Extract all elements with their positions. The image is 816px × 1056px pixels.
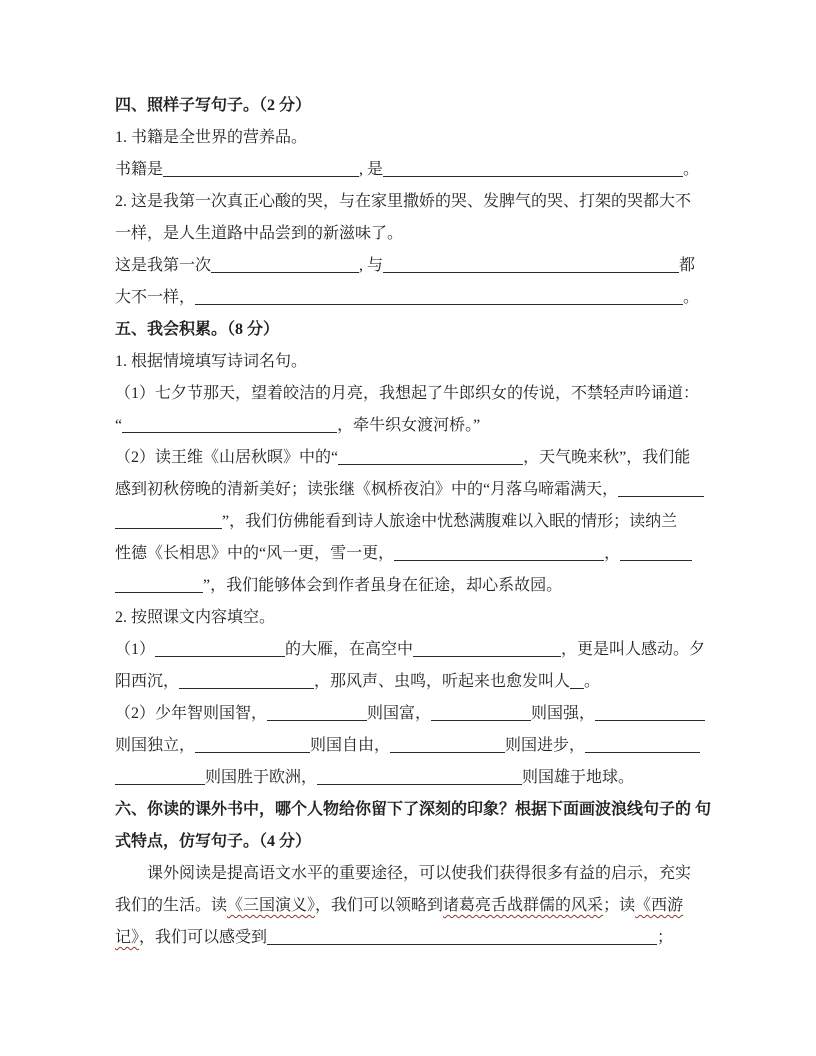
fill-in-blank [195,739,310,753]
fill-in-blank [618,483,704,497]
fill-in-blank [115,515,222,529]
text-segment: 则国自由， [310,737,391,754]
question-line [115,634,707,666]
text-segment: 1. 根据情境填写诗词名句。 [115,353,308,370]
text-segment: 则国独立， [115,737,196,754]
text-segment: 感到初秋傍晚的清新美好；读张继《枫桥夜泊》中的“月落乌啼霜满天， [115,481,619,498]
text-segment: ； [657,929,674,946]
question-line [115,346,707,378]
question-line [115,442,707,474]
question-line [115,602,707,634]
text-segment: 性德《长相思》中的“风一更，雪一更， [115,545,395,562]
text-segment: 2. 按照课文内容填空。 [115,609,276,626]
text-segment: ，那风声、虫鸣，听起来也愈发叫人 [314,673,571,690]
text-segment: 。 [683,161,700,178]
wavy-underlined-text: 《三国演义》 [227,897,316,914]
text-segment: 课外阅读是提高语文水平的重要途径，可以使我们获得很多有益的启示，充实 [147,865,692,882]
text-segment: （1）七夕节那天，望着皎洁的月亮，我想起了牛郎织女的传说，不禁轻声吟诵道： [115,385,700,402]
text-segment: , 与 [359,257,384,274]
question-line [115,666,707,698]
question-line [115,538,707,570]
fill-in-blank [595,707,705,721]
fill-in-blank [267,707,367,721]
fill-in-blank [383,163,683,177]
text-segment: ”，我们能够体会到作者虽身在征途，却心系故园。 [203,577,563,594]
text-segment: ，牵牛织女渡河桥。” [337,417,481,434]
text-segment: （1） [115,641,156,658]
section-heading [115,826,707,858]
text-segment: ，天气晚来秋”，我们能 [523,449,691,466]
wavy-underlined-text: 《西游 [635,897,684,914]
fill-in-blank [431,707,531,721]
text-segment: ；读 [603,897,636,914]
fill-in-blank [115,579,203,593]
document-body [115,90,712,954]
question-line [115,922,707,954]
text-segment: ，更是叫人感动。夕 [561,641,706,658]
text-segment: 则国富， [367,705,432,722]
text-segment: 。 [584,673,601,690]
section-heading [115,90,707,122]
fill-in-blank [570,675,584,689]
text-segment: 阳西沉， [115,673,180,690]
fill-in-blank [267,931,657,945]
text-segment: ， [604,545,621,562]
text-segment: 大不一样， [115,289,196,306]
text-segment: 六、你读的课外书中，哪个人物给你留下了深刻的印象？根据下面画波浪线句子的 句 [115,801,712,818]
question-line [115,410,707,442]
text-segment: （2）读王维《山居秋暝》中的“ [115,449,339,466]
text-segment: ”，我们仿佛能看到诗人旅途中忧愁满腹难以入眠的情形；读纳兰 [222,513,678,530]
fill-in-blank [394,547,604,561]
text-segment: 我们的生活。读 [115,897,228,914]
text-segment: 四、照样子写句子。（2 分） [115,97,312,114]
text-segment: 则国胜于欧洲， [205,769,318,786]
question-line [115,378,707,410]
text-segment: 2. 这是我第一次真正心酸的哭，与在家里撒娇的哭、发脾气的哭、打架的哭都大不 [115,193,692,210]
fill-in-blank [383,259,679,273]
section-heading [115,794,712,826]
text-segment: “ [115,417,123,434]
wavy-underlined-text: 记》 [115,929,140,946]
text-segment: 则国进步， [505,737,586,754]
text-segment: （2）少年智则国智， [115,705,268,722]
fill-in-blank [179,675,314,689]
fill-in-blank [155,643,285,657]
fill-in-blank [585,739,700,753]
text-segment: 五、我会积累。（8 分） [115,321,280,338]
fill-in-blank [195,291,683,305]
text-segment: 。 [683,289,700,306]
text-segment: 一样，是人生道路中品尝到的新滋味了。 [115,225,404,242]
question-line [115,186,707,218]
text-segment: 1. 书籍是全世界的营养品。 [115,129,308,146]
fill-in-blank [338,451,523,465]
question-line [115,506,707,538]
text-segment: ，我们可以感受到 [139,929,268,946]
fill-in-blank [115,771,205,785]
question-line [115,570,707,602]
text-segment: 这是我第一次 [115,257,212,274]
fill-in-blank [620,547,692,561]
text-segment: , 是 [359,161,384,178]
question-line [115,218,707,250]
text-segment: 书籍是 [115,161,164,178]
fill-in-blank [317,771,522,785]
text-segment: ，我们可以领略到 [315,897,444,914]
question-line [115,474,707,506]
question-line [115,282,707,314]
fill-in-blank [122,419,337,433]
wavy-underlined-text: 诸葛亮舌战群儒的风采 [443,897,604,914]
question-line [115,122,707,154]
fill-in-blank [390,739,505,753]
text-segment: 式特点，仿写句子。（4 分） [115,833,312,850]
text-segment: 则国雄于地球。 [522,769,635,786]
question-line [115,154,707,186]
question-line [115,698,707,730]
section-heading [115,314,707,346]
question-line [115,762,707,794]
text-segment: 则国强， [531,705,596,722]
fill-in-blank [163,163,359,177]
fill-in-blank [413,643,561,657]
fill-in-blank [211,259,359,273]
question-line [115,730,707,762]
question-line [115,858,707,890]
text-segment: 都 [679,257,696,274]
question-line [115,250,707,282]
question-line [115,890,707,922]
text-segment: 的大雁，在高空中 [285,641,414,658]
